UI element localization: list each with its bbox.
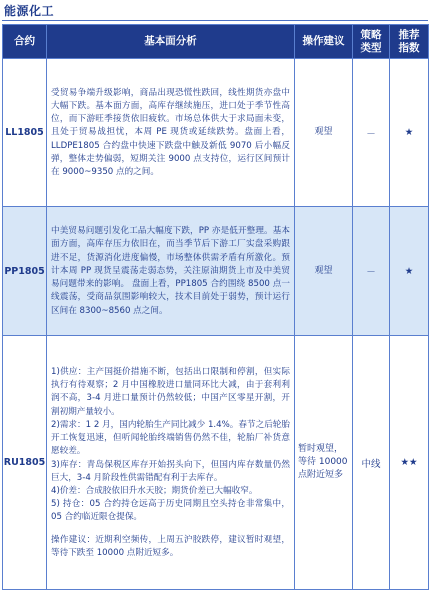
strategy-cell: 中线: [353, 336, 390, 590]
analysis-para-demand: 2)需求：1 2 月，国内轮胎生产同比减少 1.4%。春节之后轮胎开工恢复迅速，但听闻轮胎终端销售仍然不佳，轮胎厂补货意愿较差。: [51, 419, 290, 457]
header-strategy-line2: 类型: [360, 41, 382, 54]
analysis-para-inventory: 3)库存：青岛保税区库存开始拐头向下，但国内库存数量仍然巨大，3-4 月阶段性供需错配有利于去库存。: [51, 459, 290, 483]
table-row-ru1805: [3, 336, 429, 590]
analysis-cell: 中美贸易问题引发化工品大幅度下跌，PP 亦是低开整理。基本面方面，高库存压力依旧在，而当季节后下游工厂实盘采购跟进不足，货源消化进度偏慢，市场整体供需矛盾有所激化。预计本周 PP 现货呈震荡走弱态势，关注原油期货上市及中美贸易问题带来的影响。 盘面上看，PP1805 合约围绕 8500 点一线震荡，受商品氛围影响较大，技术目前处于弱势，预计运行区间在 8300~8560 点之间。: [47, 207, 295, 336]
analysis-para-position: 5) 持仓：05 合约持仓远高于历史同期且空头持仓非常集中，05 合约临近限仓提保。: [51, 499, 290, 523]
strategy-cell: －: [353, 59, 390, 207]
title-rule: [2, 20, 428, 21]
analysis-cell: 受贸易争端升级影响，商品出现恐慌性跌回，线性期货亦盘中大幅下跌。基本面方面，高库存继续施压，进口处于季节性高位，而下游旺季接货依旧疲软。市场总体供大于求局面未变，且处于贸易战担忧，本周 PE 现货或延续跌势。盘面上看，LLDPE1805 合约盘中快速下跌盘中触及新低 9070 后小幅反弹，整体走势偏弱，短期关注 9000 点支持位，运行区间预计在 9000~9350 点的之间。: [47, 59, 295, 207]
strategy-cell: －: [353, 207, 390, 336]
contract-cell: RU1805: [3, 336, 47, 590]
table-row-pp1805: [3, 207, 429, 336]
analysis-para-supply: 1)供应：主产国挺价措施不断，包括出口限制和停割，但实际执行有待观察；2 月中国橡胶进口量同环比大减，由于套利利润不高，3-4 月进口量预计仍然较低；中国产区零星开割，开割初期产量较小。: [51, 367, 290, 417]
rating-cell: ★: [390, 59, 429, 207]
table-row-ll1805: [3, 59, 429, 207]
rating-cell: ★★: [390, 336, 429, 590]
header-strategy: [353, 25, 390, 59]
header-contract: 合约: [3, 25, 47, 59]
analysis-para-advice: 操作建议：近期利空频传，上周五沪胶跌停，建议暂时观望，等待下跌至 10000 点附近短多。: [51, 534, 290, 558]
header-advice: 操作建议: [295, 25, 353, 59]
header-analysis: 基本面分析: [47, 25, 295, 59]
advice-cell: 暂时观望，等待 10000 点附近短多: [295, 336, 353, 590]
header-rating: [390, 25, 429, 59]
commodity-table: [2, 24, 429, 590]
section-title: 能源化工: [4, 4, 55, 18]
header-rating-line2: 指数: [398, 41, 420, 54]
advice-cell: 观望: [295, 207, 353, 336]
contract-cell: LL1805: [3, 59, 47, 207]
analysis-para-spread: 4)价差：合成胶依旧升水天胶；期货价差已大幅收窄。: [51, 485, 258, 496]
analysis-cell: [47, 336, 295, 590]
table-header-row: [3, 25, 429, 59]
header-rating-line1: 推荐: [398, 28, 420, 41]
header-strategy-line1: 策略: [360, 28, 382, 41]
contract-cell: PP1805: [3, 207, 47, 336]
analysis-blank-line: [51, 525, 290, 534]
rating-cell: ★: [390, 207, 429, 336]
advice-cell: 观望: [295, 59, 353, 207]
